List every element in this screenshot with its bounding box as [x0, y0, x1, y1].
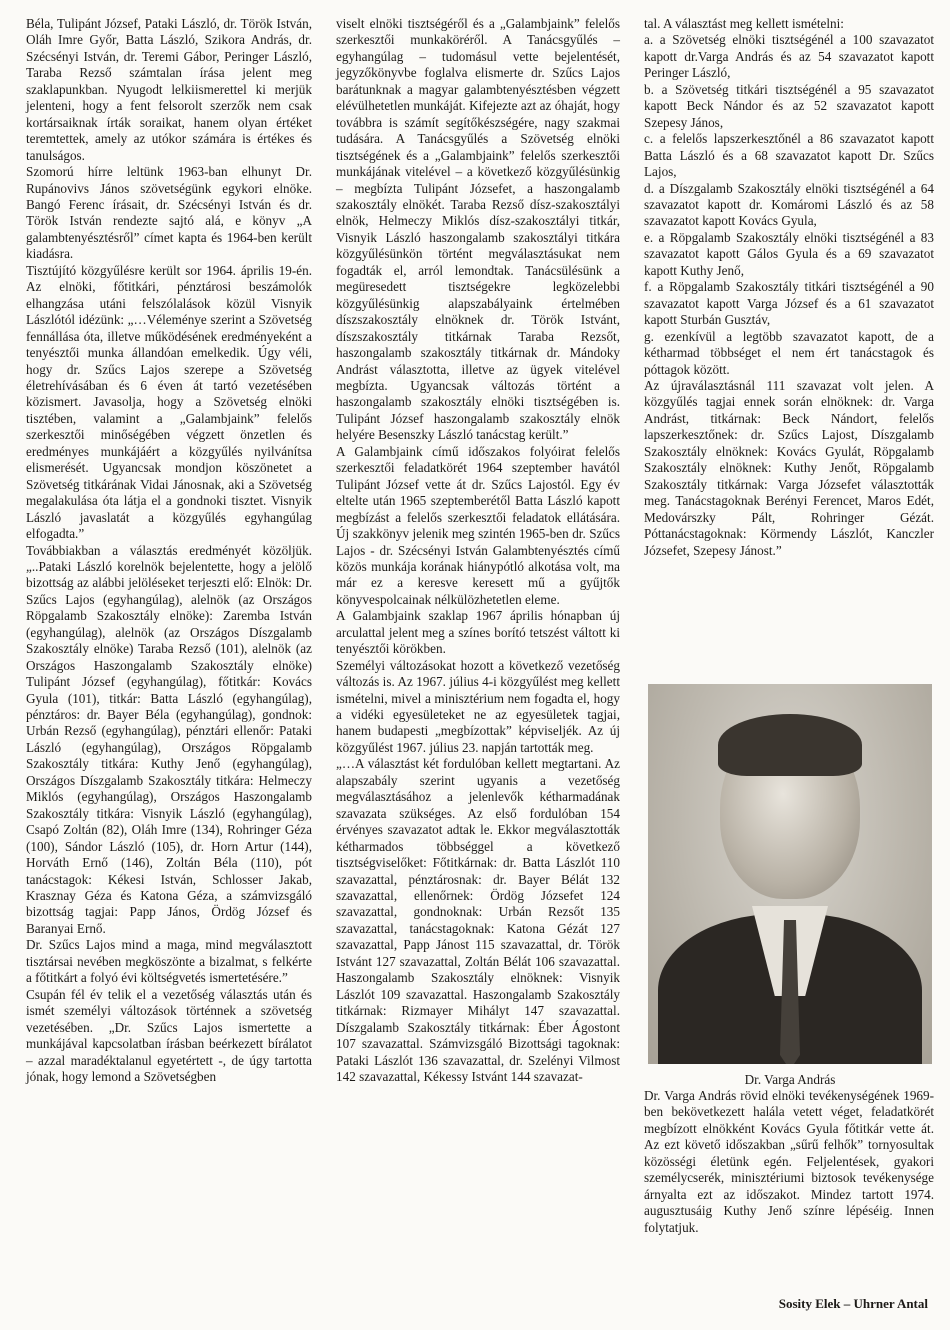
list-item: a. a Szövetség elnöki tisztségénél a 100 szavazatot kapott dr.Varga András és az 54 szavazatot kapott Peringer László, — [644, 32, 934, 81]
text-column-2 — [336, 16, 620, 1085]
paragraph: Szomorú hírre leltünk 1963-ban elhunyt Dr. Rupánovivs János szövetségünk egykori elnöke. Bangó Ferenc írásait, dr. Szécsényi István és dr. Török István rendezte sajtó alá, e könyv „A galambtenyésztésről” címet kapta és 1964-ben került kiadásra. — [26, 164, 312, 262]
list-item: g. ezenkívül a legtöbb szavazatot kapott, de a kétharmad többséget el nem ért tanácstagok és póttagok között. — [644, 328, 934, 377]
text-column-3 — [644, 16, 934, 559]
list-item: c. a felelős lapszerkesztőnél a 86 szavazatot kapott Batta László és a 68 szavazatot kapott Dr. Szűcs Lajos, — [644, 131, 934, 180]
paragraph: Az újraválasztásnál 111 szavazat volt jelen. A közgyűlés tagjai ennek során elnöknek: dr. Varga Andrást, titkárnak: Beck Nándort, felelős lapszerkesztőnek: dr. Szűcs Lajost, Díszgalamb Szakosztály elnöknek: Kovács Gyulát, Röpgalamb Szakosztály elnöknek: Kuthy Jenőt, Röpgalamb Szakosztály titkárnak: Varga Józsefet választották meg. Tanácstagoknak Berényi Ferencet, Maros Edét, Medovárszky Pált, Rohringer Gézát. Póttanácstagoknak: Körmendy Lászlót, Kanczler Józsefet, Szepesy Jánost.” — [644, 377, 934, 558]
paragraph: tal. A választást meg kellett ismételni: — [644, 16, 844, 31]
text-column-3-continued — [644, 1088, 934, 1236]
paragraph: Béla, Tulipánt József, Pataki László, dr. Török István, Oláh Imre Győr, Batta László, Szikora András, dr. Szécsényi István, dr. Teremi Gábor, Peringer László, Taraba Rezső számtalan írása jelent meg szaklapunkban. Nyugodt lelkiismerettel ki merjük jelenteni, hogy a fent felsorolt szerzők nem csak kortársaiknak írták soraikat, hanem olyan értéket teremtettek, amely az utókor számára is értékes és tanulságos. — [26, 16, 312, 163]
list-item: d. a Díszgalamb Szakosztály elnöki tisztségénél a 64 szavazatot kapott dr. Komáromi László és az 58 szavazatot kapott Kovács Gyula, — [644, 180, 934, 229]
paragraph: Személyi változásokat hozott a következő vezetőség változás is. Az 1967. július 4-i közgyűlést meg kellett ismételni, mivel a minisztérium nem fogadta el, hogy a vidéki egyesületeket ne az egyesületek tagjai, hanem budapesti „megbízottak” képviseljék. Az új közgyűlést 1967. július 23. napján tartották meg. — [336, 657, 620, 755]
portrait-photo — [648, 684, 932, 1064]
photo-caption: Dr. Varga András — [744, 1072, 836, 1087]
list-item: f. a Röpgalamb Szakosztály titkári tisztségénél a 90 szavazatot kapott Varga József és a 61 szavazatot kapott Sturbán Gusztáv, — [644, 279, 934, 328]
paragraph: Csupán fél év telik el a vezetőség választás után és ismét személyi változások történnek a szövetség vezetésében. „Dr. Szűcs Lajos ismertette a munkájával kapcsolatban írásban beérkezett bírálatot – azzal maradéktalanul egyetértett -, de úgy tartotta jónak, hogy lemond a Szövetségben — [26, 986, 312, 1084]
paragraph: A Galambjaink szaklap 1967 április hónapban új arculattal jelent meg a színes borító tetszést váltott ki tenyésztői körökben. — [336, 608, 620, 657]
paragraph: viselt elnöki tisztségéről és a „Galambjaink” felelős szerkesztői munkaköréről. A Tanácsgyűlés – egyhangúlag – tudomásul vette bejelentését, jegyzőkönyvbe foglalva elismerte dr. Szűcs Lajos barátunknak a magyar galambtenyésztésben végzett elévülhetetlen munkáját. Kifejezte azt az óhaját, hogy továbbra is számít segítőkészségére, nagy szakmai tudására. A Tanácsgyűlés a Szövetség elnöki tisztségének és a „Galambjaink” felelős szerkesztői munkájának vitelével – a következő közgyűlésünkig – megbízta Tulipánt Józsefet, a haszongalamb szakosztály elnökét. Taraba Rezső dísz-szakosztályi elnök, Helmeczy Miklós dísz-szakosztályi titkár, Visnyik László haszongalamb szakosztályi titkára közgyűlésünkön történt megválasztásukat nem fogadták el, arról lemondtak. Tanácsülésünk a megüresedett tisztségekre legközelebbi közgyűlésünkig alapszabályaink értelmében díszszakosztály elnöknek dr. Török Istvánt, díszszakosztály titkárnak Taraba Rezsőt, haszongalamb szakosztály titkárnak dr. Mándoky Andrást választotta, illetve az ügyek vitelével megbízta. Ugyancsak változás történt a haszongalamb szakosztály elnöki tisztségében is. Tulipánt József haszongalamb szakosztály elnök helyére Besenszky László tanácstag került.” — [336, 16, 620, 443]
list-item: e. a Röpgalamb Szakosztály elnöki tisztségénél a 83 szavazatot kapott Gálos Gyula és a 69 szavazatot kapott Kuthy Jenő, — [644, 229, 934, 278]
paragraph: Továbbiakban a választás eredményét közöljük. „..Pataki László korelnök bejelentette, hogy a jelölő bizottság az alábbi jelöléseket terjeszti elő: Elnök: Dr. Szűcs Lajos (egyhangúlag), alelnök (az Országos Röpgalamb Szakosztály elnöke): Zaremba István (egyhangúlag), alelnök (az Országos Díszgalamb Szakosztály elnöke) Taraba Rezső (101), alelnök (az Országos Haszongalamb Szakosztály elnöke) Tulipánt József (egyhangúlag), főtitkár: Kovács Gyula (101), titkár: Batta László (egyhangúlag), pénztáros: dr. Bayer Béla (egyhangúlag), gondnok: Urbán Rezső (egyhangúlag), pénztári ellenőr: Pataki László (egyhangúlag), Országos Röpgalamb Szakosztály titkára: Kuthy Jenő (egyhangúlag), Országos Díszgalamb Szakosztály titkára: Helmeczy Miklós (egyhangúlag), Országos Haszongalamb Szakosztály titkára: Visnyik László (egyhangúlag), Csapó Zoltán (82), Oláh Imre (134), Rohringer Géza (100), Sándor László (105), dr. Horn Artur (144), Horváth Ernő (146), Zoltán Béla (110), pót tanácstagok: Kékesi István, Schlosser Jakab, Krasznay Géza és Katona Géza, a számvizsgáló bizottság tagjai: Papp János, Ördög József és Baranyai Ernő. — [26, 542, 312, 936]
paragraph: Dr. Varga András rövid elnöki tevékenységének 1969-ben bekövetkezett halála vetett véget, feladatkörét megbízott elnökként Kovács Gyula főtitkár vette át. Az ezt követő időszakban „sűrű felhők” tornyosultak közösségi életünk egén. Feljelentések, gyakori személycserék, minisztériumi biztosok tevékenysége árnyalta ezt az időszakot. Mindez tartott 1974. augusztusáig Kuthy Jenő színre lépéséig. Innen folytatjuk. — [644, 1088, 934, 1235]
author-signature: Sosity Elek – Uhrner Antal — [778, 1296, 928, 1311]
list-item: b. a Szövetség titkári tisztségénél a 95 szavazatot kapott Beck Nándor és az 52 szavazatot kapott Szepesy János, — [644, 81, 934, 130]
text-column-1 — [26, 16, 312, 1085]
paragraph: Dr. Szűcs Lajos mind a maga, mind megválasztott tisztársai nevében megköszönte a bizalmat, s felkérte a főtitkárt a folyó évi költségvetés ismertetésére.” — [26, 937, 312, 986]
paragraph: Tisztújító közgyűlésre került sor 1964. április 19-én. Az elnöki, főtitkári, pénztárosi beszámolók elhangzása utáni felszólalások közül Visnyik Lászlótól idézünk: „…Véleménye szerint a Szövetség fennállása óta, illetve működésének eredményeként a tenyésztői munka állandóan emelkedik. Úgy véli, hogy dr. Szűcs Lajos szerepe a Szövetség életrehívásában és 6 éven át tartó vezetésében közismert. Javasolja, hogy a Szövetség elnöki tisztében, valamint a „Galambjaink” felelős szerkesztői minőségében végzett önzetlen és eredményes munkájáért a közgyűlés nyilvánítsa elismerését. Ugyancsak mondjon köszönetet a Szövetség titkárának Vidai Jánosnak, aki a Szövetség megalakulása óta látja el a gondnoki tisztet. Visnyik László javaslatát a közgyűlés egyhangúlag elfogadta.” — [26, 262, 312, 542]
paragraph: „…A választást két fordulóban kellett megtartani. Az alapszabály szerint ugyanis a vezetőség megválasztásához a jelenlevők kétharmadának szavazata szükséges. Az első fordulóban 154 érvényes szavazatot adtak le. Ekkor megválasztották kétharmados többséggel a következő tisztségviselőket: Főtitkárnak: dr. Batta Lászlót 110 szavazattal, pénztárosnak: dr. Bayer Bélát 132 szavazattal, ellenőrnek: Ördög Józsefet 124 szavazattal, gondnoknak: Urbán Rezsőt 135 szavazattal, tanácstagoknak: Katona Gézát 127 szavazattal, Papp Jánost 115 szavazattal, dr. Török Istvánt 127 szavazattal, Zoltán Bélát 106 szavazattal. Haszongalamb Szakosztály elnöknek: Visnyik Lászlót 109 szavazattal. Haszongalamb Szakosztály titkárnak: Rizmayer Mihályt 147 szavazattal. Díszgalamb Szakosztály titkárnak: Éber Ágostont 107 szavazattal. Számvizsgáló Bizottsági tagoknak: Pataki Lászlót 136 szavazattal, dr. Szelényi Vilmost 142 szavazattal, Kékessy Istvánt 144 szavazat- — [336, 756, 620, 1084]
paragraph: A Galambjaink című időszakos folyóirat felelős szerkesztői feladatkörét 1964 szeptember havától Tulipánt József vette át dr. Szűcs Lajostól. Egy év eltelte után 1965 szeptemberétől Batta László kapott megbízást a felelős szerkesztői feladatok ellátására. Új szakkönyv jelenik meg szintén 1965-ben dr. Szűcs Lajos - dr. Szécsényi István Galambtenyésztés című közös munkája korának hiánypótló alkotása volt, ma már ez a keresve keresett mű a gyűjtők könyvespolcainak nélkülözhetetlen eleme. — [336, 443, 620, 607]
portrait-hair — [718, 714, 862, 776]
